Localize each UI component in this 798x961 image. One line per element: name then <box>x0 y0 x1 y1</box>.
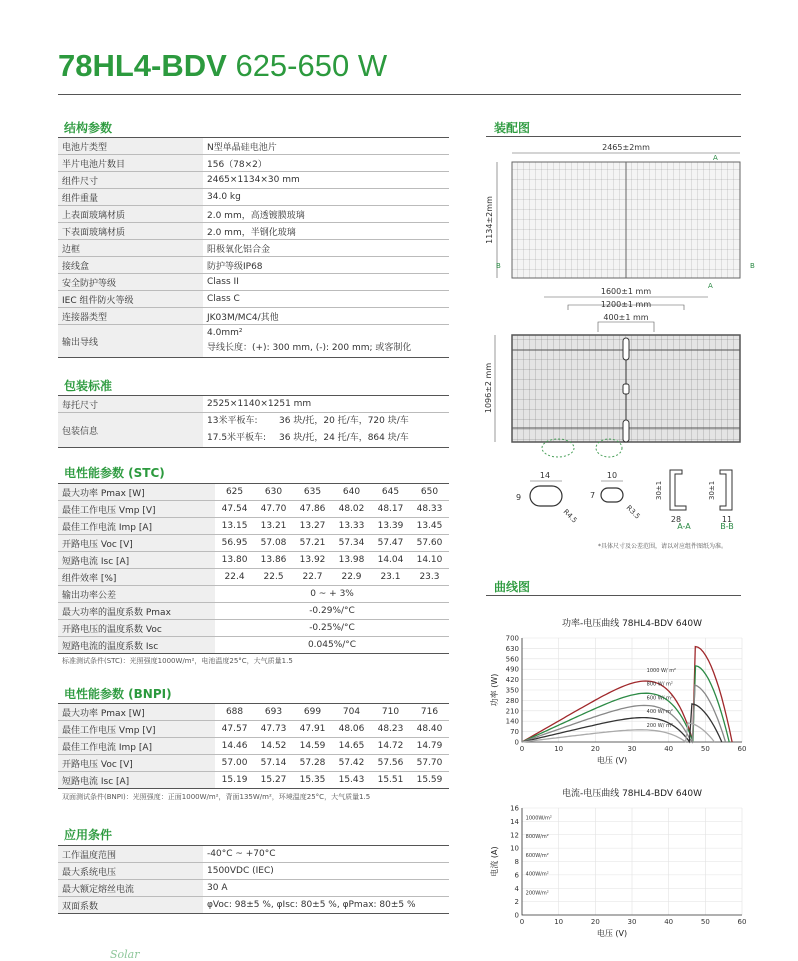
row-label: 最佳工作电流 Imp [A] <box>58 518 215 535</box>
row-label: 连接器类型 <box>58 308 203 325</box>
row-value: -40°C ~ +70°C <box>203 846 449 863</box>
x-tick-label: 10 <box>554 745 564 753</box>
row-value: 1500VDC (IEC) <box>203 863 449 880</box>
y-tick-label: 70 <box>510 728 519 737</box>
y-tick-label: 210 <box>505 707 519 716</box>
section-title-curves: 曲线图 <box>494 580 531 594</box>
assembly-drawing <box>470 140 770 560</box>
series-label: 200 W/ m² <box>646 722 673 729</box>
y-axis-label: 功率 (W) <box>490 673 499 707</box>
power-voltage-chart <box>486 612 756 772</box>
table-row <box>58 863 449 880</box>
cell-value: 22.9 <box>332 569 371 586</box>
cell-value: 710 <box>371 704 410 721</box>
row-label: 半片电池片数目 <box>58 155 203 172</box>
y-tick-label: 700 <box>505 634 519 643</box>
table-row <box>58 772 449 789</box>
row-value: φVoc: 98±5 %, φIsc: 80±5 %, φPmax: 80±5 % <box>203 897 449 914</box>
svg-text:30±1: 30±1 <box>708 480 716 500</box>
height-dim: 1134±2mm <box>485 196 494 244</box>
cell-value: 13.45 <box>410 518 449 535</box>
y-tick-label: 2 <box>514 898 519 907</box>
cell-value: 48.06 <box>332 721 371 738</box>
cell-value: 630 <box>254 484 293 501</box>
row-label: 最大功率 Pmax [W] <box>58 484 215 501</box>
row-label: 最佳工作电压 Vmp [V] <box>58 501 215 518</box>
table-row <box>58 552 449 569</box>
cell-value: 22.4 <box>215 569 254 586</box>
cell-value: 57.34 <box>332 535 371 552</box>
bnpi-note: 双面测试条件(BNPI)：光照强度：正面1000W/m²，背面135W/m²，环境温度25°C，大气质量1.5 <box>62 793 371 801</box>
y-tick-label: 490 <box>505 665 519 674</box>
x-tick-label: 50 <box>700 745 710 753</box>
svg-text:11: 11 <box>721 515 733 524</box>
series-label: 600W/m² <box>525 852 549 859</box>
x-tick-label: 50 <box>700 918 710 926</box>
table-row <box>58 603 449 620</box>
section-b-left: B <box>496 262 501 270</box>
cell-value: 688 <box>215 704 254 721</box>
section-title-assembly: 装配图 <box>494 121 531 135</box>
cell-value: 13.98 <box>332 552 371 569</box>
table-row <box>58 637 449 654</box>
cell-value: 640 <box>332 484 371 501</box>
table-row <box>58 308 449 325</box>
row-value: JK03M/MC4/其他 <box>203 308 449 325</box>
x-tick-label: 20 <box>590 918 600 926</box>
table-row <box>58 223 449 240</box>
y-tick-label: 140 <box>505 717 519 726</box>
x-tick-label: 40 <box>664 918 674 926</box>
row-value: 阳极氧化铝合金 <box>203 240 449 257</box>
x-tick-label: 30 <box>627 918 637 926</box>
application-table <box>58 845 449 914</box>
row-value: 34.0 kg <box>203 189 449 206</box>
cell-value: 22.7 <box>293 569 332 586</box>
table-row <box>58 721 449 738</box>
cell-value: 14.79 <box>410 738 449 755</box>
cell-value: 48.40 <box>410 721 449 738</box>
cell-value: 47.86 <box>293 501 332 518</box>
cell-value: 699 <box>293 704 332 721</box>
series-label: 1000 W/ m² <box>646 668 677 675</box>
row-label: 双面系数 <box>58 897 203 914</box>
table-row <box>58 138 449 155</box>
current-voltage-chart <box>486 778 756 940</box>
row-label: 短路电流 Isc [A] <box>58 772 215 789</box>
row-label: 最大功率的温度系数 Pmax <box>58 603 215 620</box>
row-label: 组件尺寸 <box>58 172 203 189</box>
table-row: 每托尺寸 2525×1140×1251 mm <box>58 396 449 413</box>
row-value: 2465×1134×30 mm <box>203 172 449 189</box>
page-title: 78HL4-BDV 625-650 W <box>58 48 388 83</box>
x-tick-label: 30 <box>627 745 637 753</box>
junction-box-bottom <box>623 420 629 442</box>
cell-value: 13.39 <box>371 518 410 535</box>
cell-value: 13.92 <box>293 552 332 569</box>
cell-value: 47.73 <box>254 721 293 738</box>
cell-value: 47.57 <box>215 721 254 738</box>
y-tick-label: 16 <box>510 804 519 813</box>
cell-value: 15.35 <box>293 772 332 789</box>
row-label: 接线盒 <box>58 257 203 274</box>
series-label: 800 W/ m² <box>646 681 673 688</box>
cell-value: 57.47 <box>371 535 410 552</box>
dim-400: 400±1 mm <box>603 313 649 322</box>
cell-value: 625 <box>215 484 254 501</box>
cell-value: 47.91 <box>293 721 332 738</box>
cell-value: 57.14 <box>254 755 293 772</box>
junction-box-middle <box>623 384 629 394</box>
y-tick-label: 14 <box>510 817 519 826</box>
svg-text:28: 28 <box>670 515 682 524</box>
section-b-right: B <box>750 262 755 270</box>
y-tick-label: 4 <box>514 884 519 893</box>
row-label: 安全防护等级 <box>58 274 203 291</box>
cell-value: 15.51 <box>371 772 410 789</box>
row-value: 0 ~ + 3% <box>215 586 449 603</box>
cell-value: 693 <box>254 704 293 721</box>
assembly-rule <box>486 136 741 137</box>
cell-value: 57.21 <box>293 535 332 552</box>
cell-value: 650 <box>410 484 449 501</box>
row-label: 开路电压 Voc [V] <box>58 535 215 552</box>
cell-value: 48.02 <box>332 501 371 518</box>
table-row <box>58 172 449 189</box>
cell-value: 48.33 <box>410 501 449 518</box>
table-row <box>58 206 449 223</box>
table-row <box>58 189 449 206</box>
chart-title: 电流-电压曲线 78HL4-BDV 640W <box>561 789 703 799</box>
cell-value: 13.27 <box>293 518 332 535</box>
cell-value: 15.27 <box>254 772 293 789</box>
width-dim: 2465±2mm <box>602 143 650 152</box>
x-axis-label: 电压 (V) <box>596 756 628 765</box>
x-axis-label: 电压 (V) <box>596 929 628 938</box>
cell-value: 14.72 <box>371 738 410 755</box>
frame-section-bb <box>720 470 732 510</box>
row-label: 最大功率 Pmax [W] <box>58 704 215 721</box>
y-tick-label: 0 <box>514 911 519 920</box>
cell-value: 13.33 <box>332 518 371 535</box>
svg-text:R3.5: R3.5 <box>624 503 642 521</box>
cell-value: 13.80 <box>215 552 254 569</box>
chart-title: 功率-电压曲线 78HL4-BDV 640W <box>561 619 703 629</box>
row-label: 上表面玻璃材质 <box>58 206 203 223</box>
section-a-bottom: A <box>708 282 713 290</box>
row-value: 2.0 mm，半钢化玻璃 <box>203 223 449 240</box>
table-row <box>58 586 449 603</box>
cell-value: 15.43 <box>332 772 371 789</box>
y-tick-label: 6 <box>514 871 519 880</box>
series-label: 800W/m² <box>525 834 549 841</box>
stc-table <box>58 483 449 654</box>
cell-value: 57.00 <box>215 755 254 772</box>
cell-value: 22.5 <box>254 569 293 586</box>
y-tick-label: 560 <box>505 655 519 664</box>
cell-value: 14.65 <box>332 738 371 755</box>
frame-section-aa <box>670 470 686 510</box>
row-value: -0.25%/°C <box>215 620 449 637</box>
series-label: 600 W/ m² <box>646 695 673 702</box>
row-label: 工作温度范围 <box>58 846 203 863</box>
cell-value: 47.70 <box>254 501 293 518</box>
cell-value: 14.04 <box>371 552 410 569</box>
row-label: 最大额定熔丝电流 <box>58 880 203 897</box>
table-row <box>58 569 449 586</box>
row-label: 下表面玻璃材质 <box>58 223 203 240</box>
y-tick-label: 420 <box>505 676 519 685</box>
row-label: 短路电流 Isc [A] <box>58 552 215 569</box>
dim-1600: 1600±1 mm <box>600 287 652 296</box>
row-value: Class II <box>203 274 449 291</box>
series-label: 400W/m² <box>525 871 549 878</box>
series-line <box>522 685 726 742</box>
row-value: 156（78×2） <box>203 155 449 172</box>
row-label: 输出导线 <box>58 325 203 358</box>
table-row: 输出导线 4.0mm² 导线长度：(+): 300 mm, (-): 200 mm; 或客制化 <box>58 325 449 358</box>
section-title-packaging: 包装标准 <box>64 379 113 393</box>
x-tick-label: 0 <box>519 745 525 753</box>
table-row <box>58 704 449 721</box>
row-value: 0.045%/°C <box>215 637 449 654</box>
y-tick-label: 0 <box>514 738 519 747</box>
stc-note: 标准测试条件(STC)：光照强度1000W/m²，电池温度25°C，大气质量1.5 <box>62 657 293 665</box>
row-label: 输出功率公差 <box>58 586 215 603</box>
y-tick-label: 12 <box>510 831 519 840</box>
table-row <box>58 620 449 637</box>
y-axis-label: 电流 (A) <box>490 846 499 877</box>
x-tick-label: 60 <box>737 918 747 926</box>
cell-value: 23.3 <box>410 569 449 586</box>
cell-value: 57.28 <box>293 755 332 772</box>
cell-value: 704 <box>332 704 371 721</box>
cell-value: 635 <box>293 484 332 501</box>
structure-table <box>58 137 449 358</box>
table-row <box>58 501 449 518</box>
title-rule <box>58 94 741 95</box>
cell-value: 13.15 <box>215 518 254 535</box>
cell-value: 48.23 <box>371 721 410 738</box>
y-tick-label: 630 <box>505 644 519 653</box>
watermark: Solar <box>110 948 140 961</box>
table-row <box>58 518 449 535</box>
x-tick-label: 10 <box>554 918 564 926</box>
table-row <box>58 274 449 291</box>
cell-value: 14.59 <box>293 738 332 755</box>
series-label: 200W/m² <box>525 890 549 897</box>
x-tick-label: 0 <box>519 918 525 926</box>
assembly-note: *具体尺寸及公差范围，请以对应组件图纸为准。 <box>598 543 728 550</box>
row-label: 边框 <box>58 240 203 257</box>
cell-value: 13.86 <box>254 552 293 569</box>
cell-value: 23.1 <box>371 569 410 586</box>
row-value: 防护等级IP68 <box>203 257 449 274</box>
section-title-stc: 电性能参数 (STC) <box>64 466 165 480</box>
cell-value: 15.59 <box>410 772 449 789</box>
row-value: 2.0 mm，高透镀膜玻璃 <box>203 206 449 223</box>
svg-text:7: 7 <box>590 491 596 500</box>
svg-text:R4.5: R4.5 <box>561 507 579 525</box>
y-tick-label: 10 <box>510 844 519 853</box>
cell-value: 48.17 <box>371 501 410 518</box>
section-title-application: 应用条件 <box>64 828 113 842</box>
cell-value: 15.19 <box>215 772 254 789</box>
table-row <box>58 257 449 274</box>
table-row <box>58 897 449 914</box>
section-title-structure: 结构参数 <box>64 121 113 135</box>
cell-value: 14.10 <box>410 552 449 569</box>
table-row <box>58 846 449 863</box>
back-height-dim: 1096±2 mm <box>484 362 493 414</box>
cell-value: 14.46 <box>215 738 254 755</box>
row-label: 电池片类型 <box>58 138 203 155</box>
section-a-top: A <box>713 154 718 162</box>
x-tick-label: 40 <box>664 745 674 753</box>
section-label-bb: B-B <box>720 522 734 531</box>
row-label: 组件效率 [%] <box>58 569 215 586</box>
table-row <box>58 755 449 772</box>
cell-value: 57.56 <box>371 755 410 772</box>
table-row <box>58 155 449 172</box>
row-label: IEC 组件防火等级 <box>58 291 203 308</box>
table-row <box>58 738 449 755</box>
cell-value: 14.52 <box>254 738 293 755</box>
table-row <box>58 880 449 897</box>
row-label: 开路电压 Voc [V] <box>58 755 215 772</box>
svg-text:9: 9 <box>516 493 522 502</box>
cell-value: 47.54 <box>215 501 254 518</box>
x-tick-label: 60 <box>737 745 747 753</box>
svg-text:14: 14 <box>539 471 551 480</box>
table-row <box>58 484 449 501</box>
cell-value: 57.42 <box>332 755 371 772</box>
curves-rule <box>486 595 741 596</box>
cell-value: 56.95 <box>215 535 254 552</box>
y-tick-label: 350 <box>505 686 519 695</box>
junction-box-top <box>623 338 629 360</box>
row-label: 开路电压的温度系数 Voc <box>58 620 215 637</box>
svg-text:30±1: 30±1 <box>655 480 663 500</box>
table-row <box>58 240 449 257</box>
row-value: Class C <box>203 291 449 308</box>
row-label: 短路电流的温度系数 Isc <box>58 637 215 654</box>
section-title-bnpi: 电性能参数 (BNPI) <box>64 687 172 701</box>
x-tick-label: 20 <box>590 745 600 753</box>
cell-value: 57.08 <box>254 535 293 552</box>
row-label: 最佳工作电压 Vmp [V] <box>58 721 215 738</box>
cell-value: 13.21 <box>254 518 293 535</box>
svg-text:10: 10 <box>606 471 618 480</box>
row-label: 最佳工作电流 Imp [A] <box>58 738 215 755</box>
mounting-hole-small <box>601 488 623 502</box>
bnpi-table <box>58 703 449 789</box>
packaging-table <box>58 395 449 448</box>
row-value: 30 A <box>203 880 449 897</box>
table-row <box>58 291 449 308</box>
row-label: 最大系统电压 <box>58 863 203 880</box>
mounting-hole-large <box>530 486 562 506</box>
y-tick-label: 280 <box>505 696 519 705</box>
cell-value: 645 <box>371 484 410 501</box>
cell-value: 57.70 <box>410 755 449 772</box>
cell-value: 57.60 <box>410 535 449 552</box>
section-label-aa: A-A <box>677 522 691 531</box>
row-value: -0.29%/°C <box>215 603 449 620</box>
row-label: 组件重量 <box>58 189 203 206</box>
series-label: 400 W/ m² <box>646 709 673 716</box>
y-tick-label: 8 <box>514 858 519 866</box>
series-label: 1000W/m² <box>525 815 552 822</box>
table-row: 包装信息 13米平板车: 36 块/托，20 托/车，720 块/车 17.5米平板车: 36 块/托，24 托/车，864 块/车 <box>58 413 449 448</box>
table-row <box>58 535 449 552</box>
dim-1200: 1200±1 mm <box>600 300 652 309</box>
cell-value: 716 <box>410 704 449 721</box>
row-value: N型单晶硅电池片 <box>203 138 449 155</box>
